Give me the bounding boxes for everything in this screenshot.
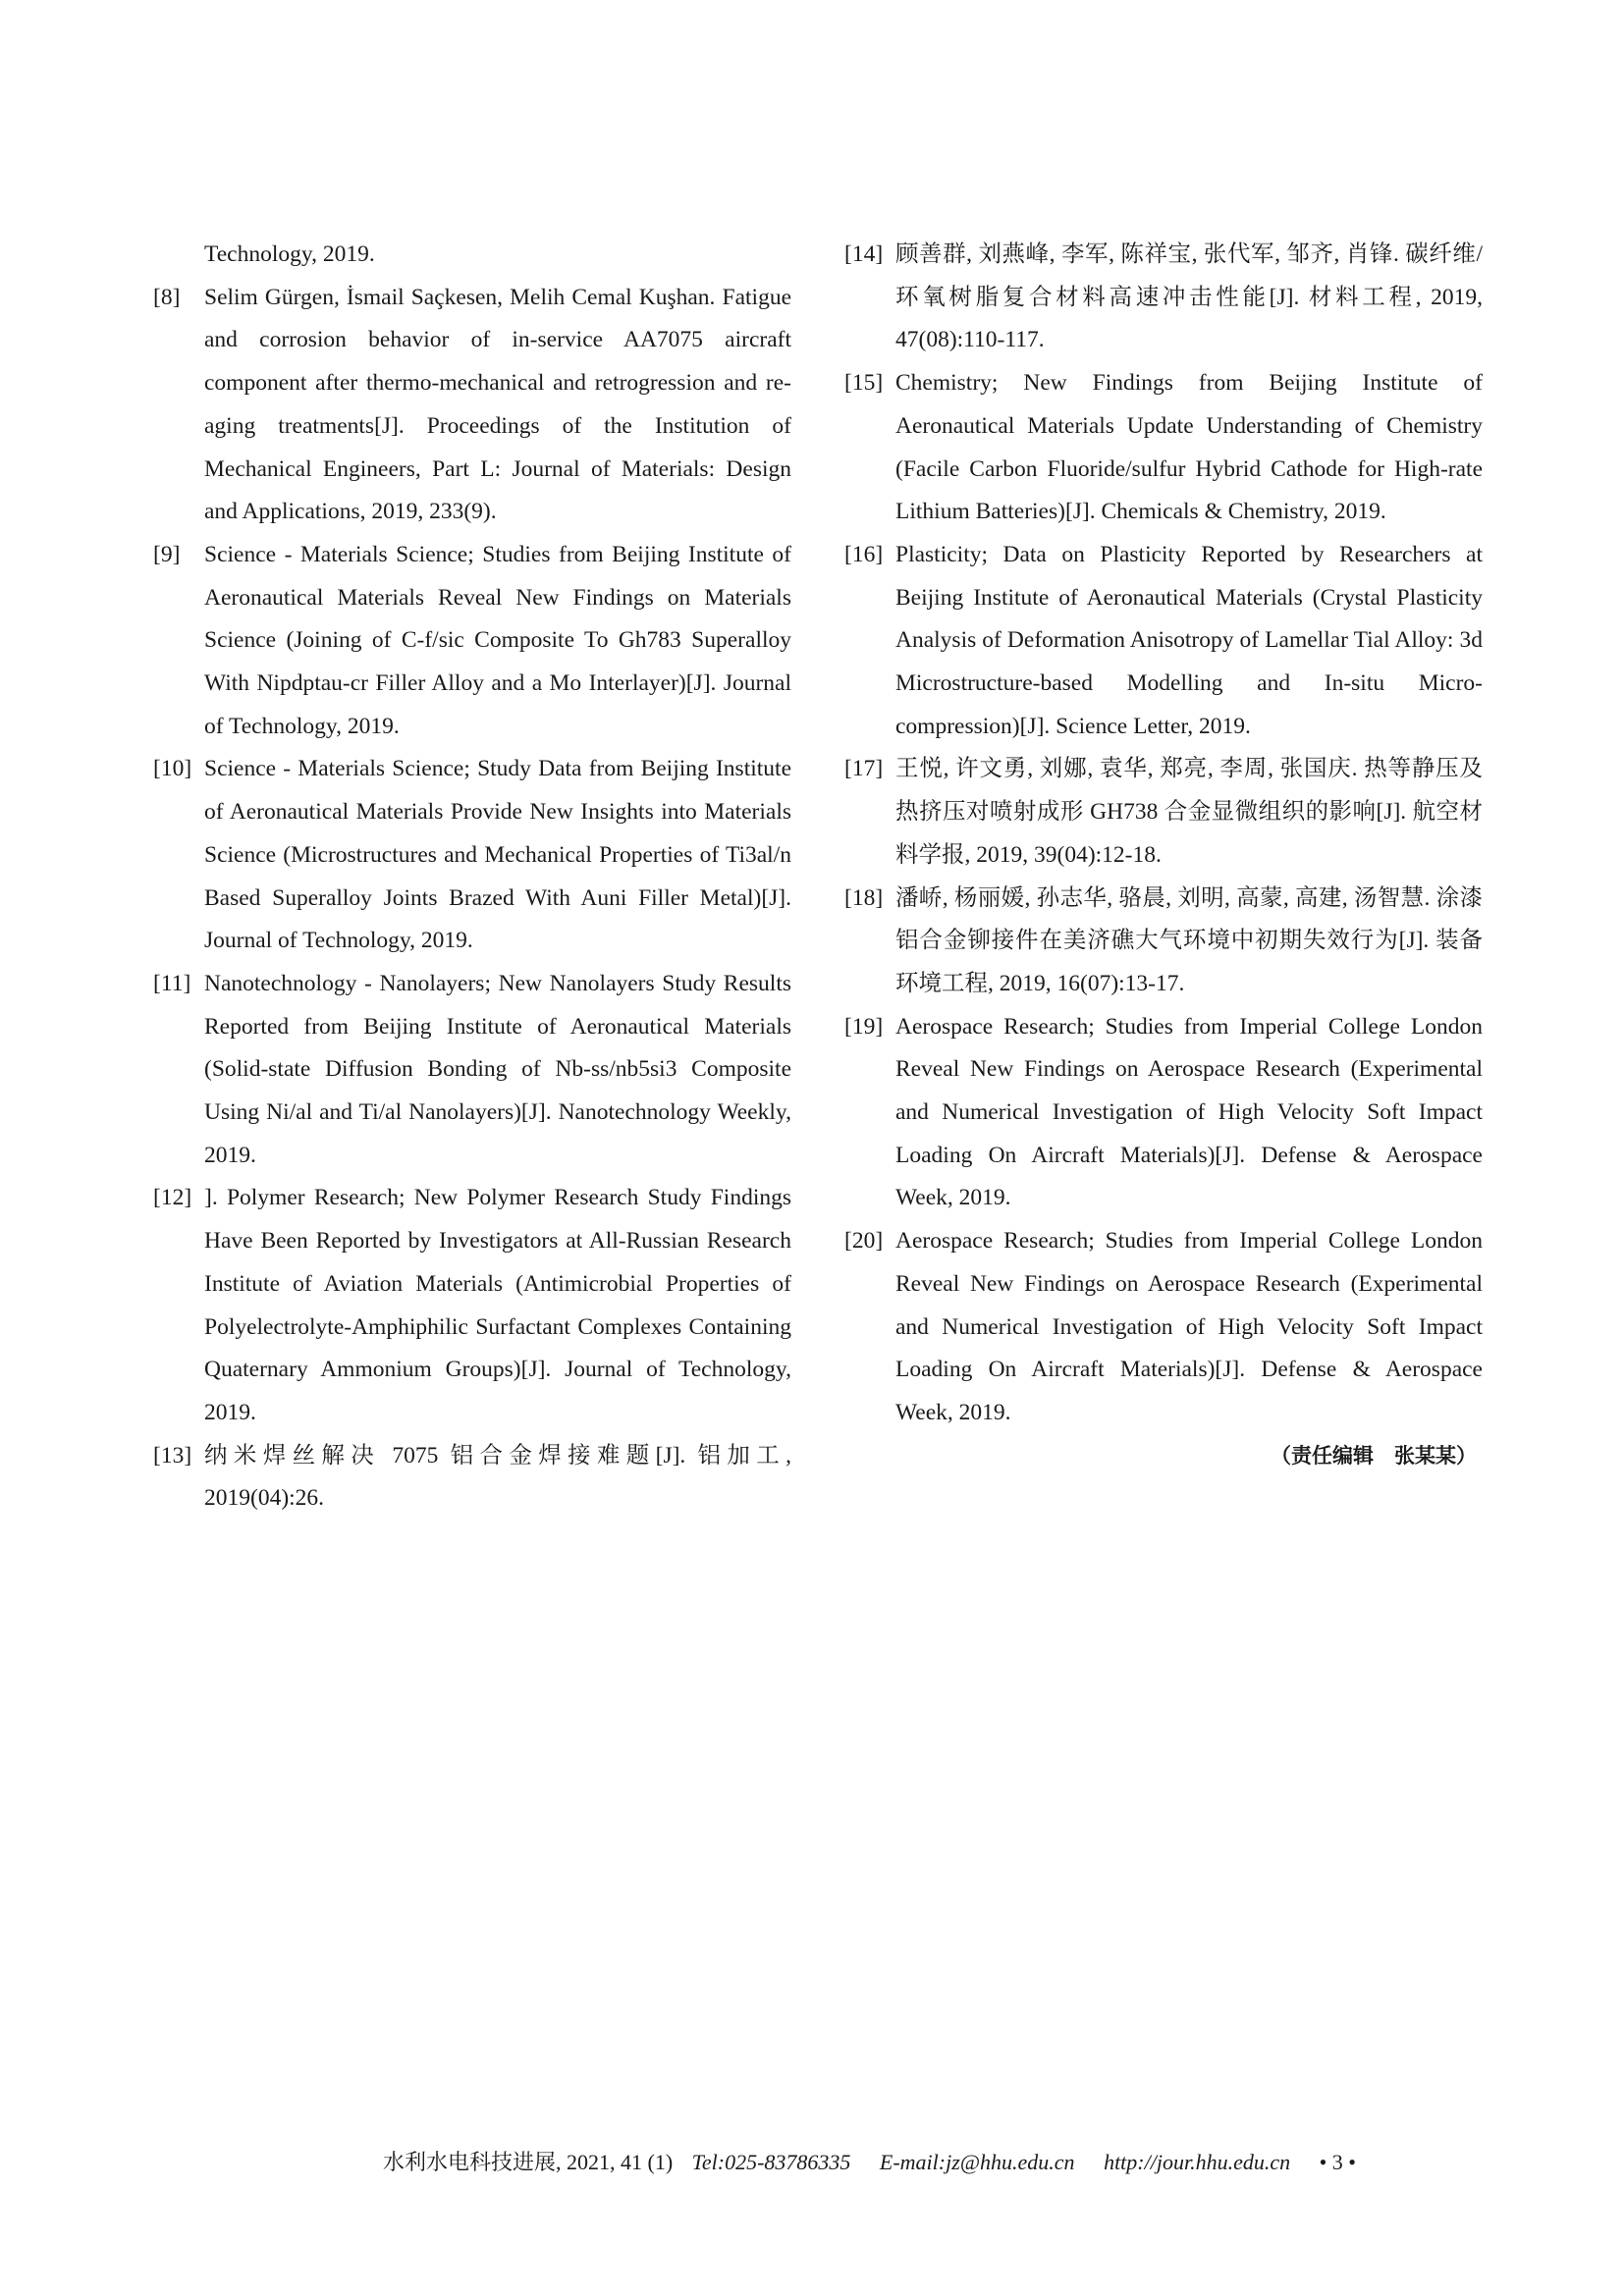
right-column <box>844 234 1483 1477</box>
reference-number: [11] <box>153 970 191 996</box>
reference-number: [20] <box>844 1228 884 1255</box>
reference-item <box>153 534 791 749</box>
footer-tel: Tel:025-83786335 <box>691 2150 851 2174</box>
reference-text: Aerospace Research; Studies from Imperial College London Reveal New Findings on Aerospace Research (Experimental and Numerical Investigation of High Velocity Soft Impact Loading On Aircraft Materials)[J]. Defense & Aerospace Week, 2019. <box>895 1228 1483 1425</box>
reference-number: [8] <box>153 284 181 310</box>
reference-text: 潘峤, 杨丽媛, 孙志华, 骆晨, 刘明, 高蒙, 高建, 汤智慧. 涂漆铝合金铆接件在美济礁大气环境中初期失效行为[J]. 装备环境工程, 2019, 16(07):13-17. <box>895 884 1483 996</box>
reference-number: [15] <box>844 370 884 397</box>
reference-number: [17] <box>844 756 884 782</box>
reference-number: [14] <box>844 241 884 267</box>
reference-text: 王悦, 许文勇, 刘娜, 袁华, 郑亮, 李周, 张国庆. 热等静压及热挤压对喷射成形 GH738 合金显微组织的影响[J]. 航空材料学报, 2019, 39(04):12-18. <box>895 756 1483 868</box>
reference-number: [18] <box>844 884 884 911</box>
footer-email: E-mail:jz@hhu.edu.cn <box>879 2150 1075 2174</box>
reference-text: Aerospace Research; Studies from Imperial College London Reveal New Findings on Aerospace Research (Experimental and Numerical Investigation of High Velocity Soft Impact Loading On Aircraft Materials)[J]. Defense & Aerospace Week, 2019. <box>895 1013 1483 1211</box>
reference-item <box>153 1435 791 1521</box>
reference-item <box>153 277 791 534</box>
reference-item <box>844 534 1483 749</box>
reference-item <box>844 878 1483 1006</box>
reference-text: Plasticity; Data on Plasticity Reported by Researchers at Beijing Institute of Aeronautical Materials (Crystal Plasticity Analysis of Deformation Anisotropy of Lamellar Tial Alloy: 3d Microstructure-based Modelling and In-situ Micro-compression)[J]. Science Letter, 2019. <box>895 541 1483 739</box>
reference-continuation <box>153 234 791 277</box>
reference-number: [13] <box>153 1442 192 1468</box>
reference-item <box>153 963 791 1178</box>
reference-text: Science - Materials Science; Study Data from Beijing Institute of Aeronautical Materials Provide New Insights into Materials Science (Microstructures and Mechanical Properties of Ti3al/n Based Superalloy Joints Brazed With Auni Filler Metal)[J]. Journal of Technology, 2019. <box>204 756 791 954</box>
left-column <box>153 234 791 1521</box>
reference-item <box>844 1220 1483 1435</box>
reference-number: [19] <box>844 1013 884 1040</box>
footer-url: http://jour.hhu.edu.cn <box>1104 2150 1291 2174</box>
reference-text: ]. Polymer Research; New Polymer Research Study Findings Have Been Reported by Investigators at All-Russian Research Institute of Aviation Materials (Antimicrobial Properties of Polyelectrolyte-Amphiphilic Surfactant Complexes Containing Quaternary Ammonium Groups)[J]. Journal of Technology, 2019. <box>204 1185 791 1425</box>
reference-text: 顾善群, 刘燕峰, 李军, 陈祥宝, 张代军, 邹齐, 肖锋. 碳纤维/环氧树脂复合材料高速冲击性能[J]. 材料工程, 2019, 47(08):110-117. <box>895 241 1483 353</box>
page-number: • 3 • <box>1319 2150 1357 2174</box>
reference-number: [10] <box>153 756 192 782</box>
editor-note: （责任编辑 张某某） <box>1271 1443 1477 1468</box>
reference-number: [12] <box>153 1185 192 1211</box>
reference-item <box>844 234 1483 362</box>
reference-text: Nanotechnology - Nanolayers; New Nanolayers Study Results Reported from Beijing Institute of Aeronautical Materials (Solid-state Diffusion Bonding of Nb-ss/nb5si3 Composite Using Ni/al and Ti/al Nanolayers)[J]. Nanotechnology Weekly, 2019. <box>204 970 791 1168</box>
reference-item <box>844 748 1483 877</box>
reference-item <box>844 1006 1483 1221</box>
reference-number: [9] <box>153 541 181 567</box>
reference-item <box>153 1177 791 1434</box>
reference-text: Chemistry; New Findings from Beijing Institute of Aeronautical Materials Update Understanding of Chemistry (Facile Carbon Fluoride/sulfur Hybrid Cathode for High-rate Lithium Batteries)[J]. Chemicals & Chemistry, 2019. <box>895 370 1483 525</box>
reference-text: Selim Gürgen, İsmail Saçkesen, Melih Cemal Kuşhan. Fatigue and corrosion behavior of in-service AA7075 aircraft component after thermo-mechanical and retrogression and re-aging treatments[J]. Proceedings of the Institution of Mechanical Engineers, Part L: Journal of Materials: Design and Applications, 2019, 233(9). <box>204 284 791 525</box>
reference-number: [16] <box>844 541 884 567</box>
page-footer <box>383 2146 1483 2176</box>
reference-text: Technology, 2019. <box>204 241 375 267</box>
reference-item <box>153 748 791 963</box>
reference-text: 纳米焊丝解决 7075 铝合金焊接难题[J]. 铝加工, 2019(04):26. <box>204 1442 791 1512</box>
reference-text: Science - Materials Science; Studies from Beijing Institute of Aeronautical Materials Reveal New Findings on Materials Science (Joining of C-f/sic Composite To Gh783 Superalloy With Nipdptau-cr Filler Alloy and a Mo Interlayer)[J]. Journal of Technology, 2019. <box>204 541 791 739</box>
journal-citation: 水利水电科技进展, 2021, 41 (1) <box>383 2150 674 2174</box>
reference-item <box>844 362 1483 534</box>
